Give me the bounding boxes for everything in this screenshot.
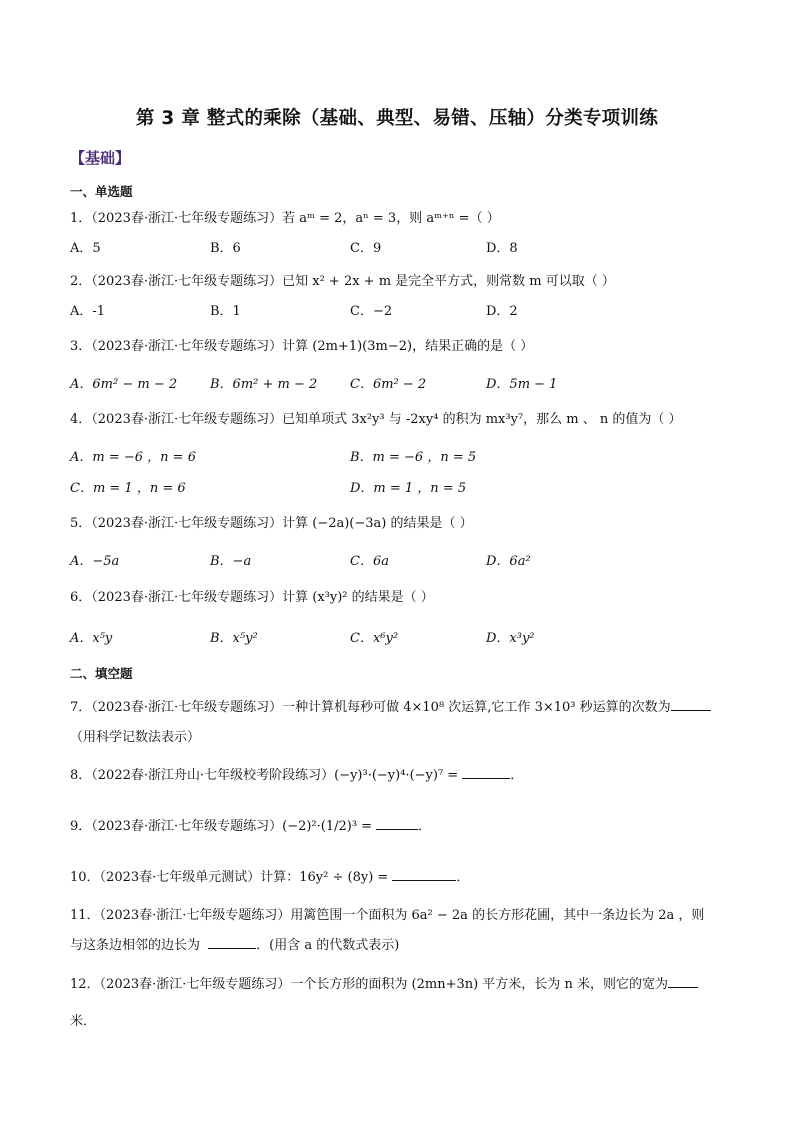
answer-blank[interactable] xyxy=(462,764,510,779)
question-12 xyxy=(70,973,698,992)
option-b: B．6m² + m − 2 xyxy=(210,377,318,392)
option-d: D．x³y² xyxy=(486,631,535,646)
option-c: C．m = 1 ，n = 6 xyxy=(70,481,186,496)
section-heading-fill-blank: 二、填空题 xyxy=(70,666,133,681)
option-b: B．6 xyxy=(210,241,241,256)
question-6-options xyxy=(70,627,730,645)
question-11-cont-end: ．(用含 a 的代数式表示) xyxy=(256,938,400,953)
question-10-end: ． xyxy=(456,870,470,885)
question-12-text: 12．（2023春·浙江·七年级专题练习）一个长方形的面积为 (2mn+3n) 平方米，长为 n 米，则它的宽为 xyxy=(70,977,668,992)
question-11: 11．（2023春·浙江·七年级专题练习）用篱笆围一个面积为 6a² − 2a 的长方形花圃，其中一条边长为 2a ，则 xyxy=(70,908,705,923)
option-b: B．x⁵y² xyxy=(210,631,258,646)
option-a: A．x⁵y xyxy=(70,631,113,646)
option-b: B．m = −6 ，n = 5 xyxy=(350,450,477,465)
section-tag-basic: 【基础】 xyxy=(70,149,131,167)
question-8-text: 8．（2022春·浙江舟山·七年级校考阶段练习）(−y)³·(−y)⁴·(−y)⁷ = xyxy=(70,768,459,783)
option-b: B．1 xyxy=(210,304,241,319)
question-7 xyxy=(70,696,711,715)
answer-blank[interactable] xyxy=(392,866,456,881)
option-d: D．6a² xyxy=(486,554,531,569)
question-11-cont-text: 与这条边相邻的边长为 xyxy=(70,938,201,953)
option-a: A．−5a xyxy=(70,554,120,569)
option-d: D．m = 1 ，n = 5 xyxy=(350,481,467,496)
section-heading-single-choice: 一、单选题 xyxy=(70,184,133,199)
option-a: A．m = −6 ，n = 6 xyxy=(70,450,196,465)
question-3-options xyxy=(70,373,730,391)
option-a: A．-1 xyxy=(70,304,106,319)
question-3: 3．（2023春·浙江·七年级专题练习）计算 (2m+1)(3m−2)，结果正确的是（ ） xyxy=(70,339,534,354)
option-c: C．9 xyxy=(350,241,382,256)
option-c: C．−2 xyxy=(350,304,393,319)
answer-blank[interactable] xyxy=(671,696,711,711)
option-a: A．6m² − m − 2 xyxy=(70,377,178,392)
question-8 xyxy=(70,764,523,783)
question-4: 4．（2023春·浙江·七年级专题练习）已知单项式 3x²y³ 与 -2xy⁴ 的积为 mx³y⁷，那么 m 、 n 的值为（ ） xyxy=(70,412,682,427)
question-9 xyxy=(70,815,431,834)
question-9-end: ． xyxy=(418,819,432,834)
option-c: C．6m² − 2 xyxy=(350,377,427,392)
question-5-options xyxy=(70,550,730,568)
question-12-unit: 米． xyxy=(70,1014,97,1029)
answer-blank[interactable] xyxy=(668,973,698,988)
option-d: D．5m − 1 xyxy=(486,377,558,392)
option-b: B．−a xyxy=(210,554,252,569)
option-a: A．5 xyxy=(70,241,101,256)
question-2: 2．（2023春·浙江·七年级专题练习）已知 x² + 2x + m 是完全平方式，则常数 m 可以取（ ） xyxy=(70,274,615,289)
question-8-end: ． xyxy=(510,768,524,783)
question-1: 1．（2023春·浙江·七年级专题练习）若 aᵐ = 2，aⁿ = 3，则 aᵐ⁺ⁿ =（ ） xyxy=(70,211,500,226)
question-2-options xyxy=(70,300,730,318)
question-9-text: 9．（2023春·浙江·七年级专题练习）(−2)²·(1/2)³ = xyxy=(70,819,373,834)
option-d: D．2 xyxy=(486,304,518,319)
question-5: 5．（2023春·浙江·七年级专题练习）计算 (−2a)(−3a) 的结果是（ ） xyxy=(70,516,473,531)
question-10-text: 10．（2023春·七年级单元测试）计算：16y² ÷ (8y) = xyxy=(70,870,389,885)
option-d: D．8 xyxy=(486,241,518,256)
page-title: 第 3 章 整式的乘除（基础、典型、易错、压轴）分类专项训练 xyxy=(135,108,659,129)
question-1-options xyxy=(70,237,730,255)
question-4-options-row1 xyxy=(70,446,730,464)
answer-blank[interactable] xyxy=(376,815,418,830)
answer-blank[interactable] xyxy=(208,934,256,949)
option-c: C．6a xyxy=(350,554,389,569)
option-c: C．x⁶y² xyxy=(350,631,399,646)
question-11-continuation xyxy=(70,934,399,953)
question-10 xyxy=(70,866,469,885)
question-7-text: 7．（2023春·浙江·七年级专题练习）一种计算机每秒可做 4×10⁸ 次运算,它工作 3×10³ 秒运算的次数为 xyxy=(70,700,671,715)
question-6: 6．（2023春·浙江·七年级专题练习）计算 (x³y)² 的结果是（ ） xyxy=(70,590,434,605)
question-7-note: （用科学记数法表示） xyxy=(70,730,201,745)
question-4-options-row2 xyxy=(70,477,730,495)
